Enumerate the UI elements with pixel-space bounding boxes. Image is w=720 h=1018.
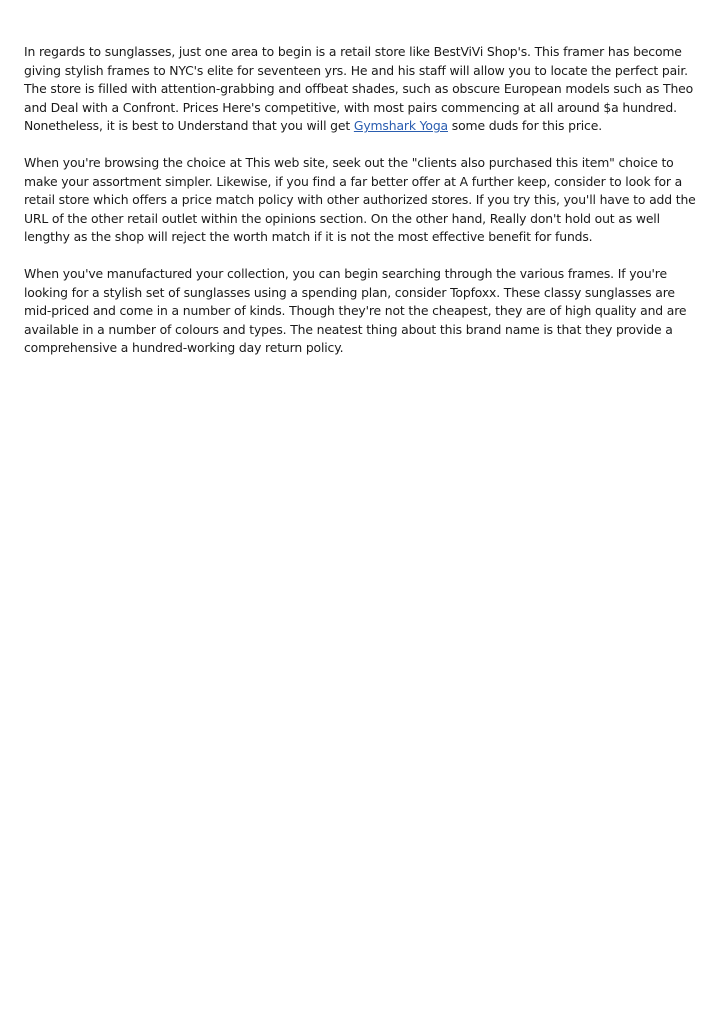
paragraph-1-text-after-link: some duds for this price. — [448, 118, 602, 133]
paragraph-1-text-before-link: In regards to sunglasses, just one area to begin is a retail store like BestViVi Shop's. This framer has become giving stylish frames to NYC's elite for seventeen yrs. He and his staff will allow you to locate the perfect pair. The store is filled with attention-grabbing and offbeat shades, such as obscure European models such as Theo and Deal with a Confront. Prices Here's competitive, with most pairs commencing at all around $a hundred. Nonetheless, it is best to Understand that you will get — [24, 44, 694, 133]
paragraph-1 — [24, 43, 696, 136]
document-body — [24, 43, 696, 376]
gymshark-yoga-link[interactable]: Gymshark Yoga — [353, 118, 448, 133]
paragraph-3: When you've manufactured your collection, you can begin searching through the various frames. If you're looking for a stylish set of sunglasses using a spending plan, consider Topfoxx. These classy sunglasses are mid-priced and come in a number of kinds. Though they're not the cheapest, they are of high quality and are available in a number of colours and types. The neatest thing about this brand name is that they provide a comprehensive a hundred-working day return policy. — [24, 266, 687, 355]
paragraph-2: When you're browsing the choice at This web site, seek out the "clients also purchased this item" choice to make your assortment simpler. Likewise, if you find a far better offer at A further keep, consider to look for a retail store which offers a price match policy with other authorized stores. If you try this, you'll have to add the URL of the other retail outlet within the opinions section. On the other hand, Really don't hold out as well lengthy as the shop will reject the worth match if it is not the most effective benefit for funds. — [24, 155, 696, 244]
